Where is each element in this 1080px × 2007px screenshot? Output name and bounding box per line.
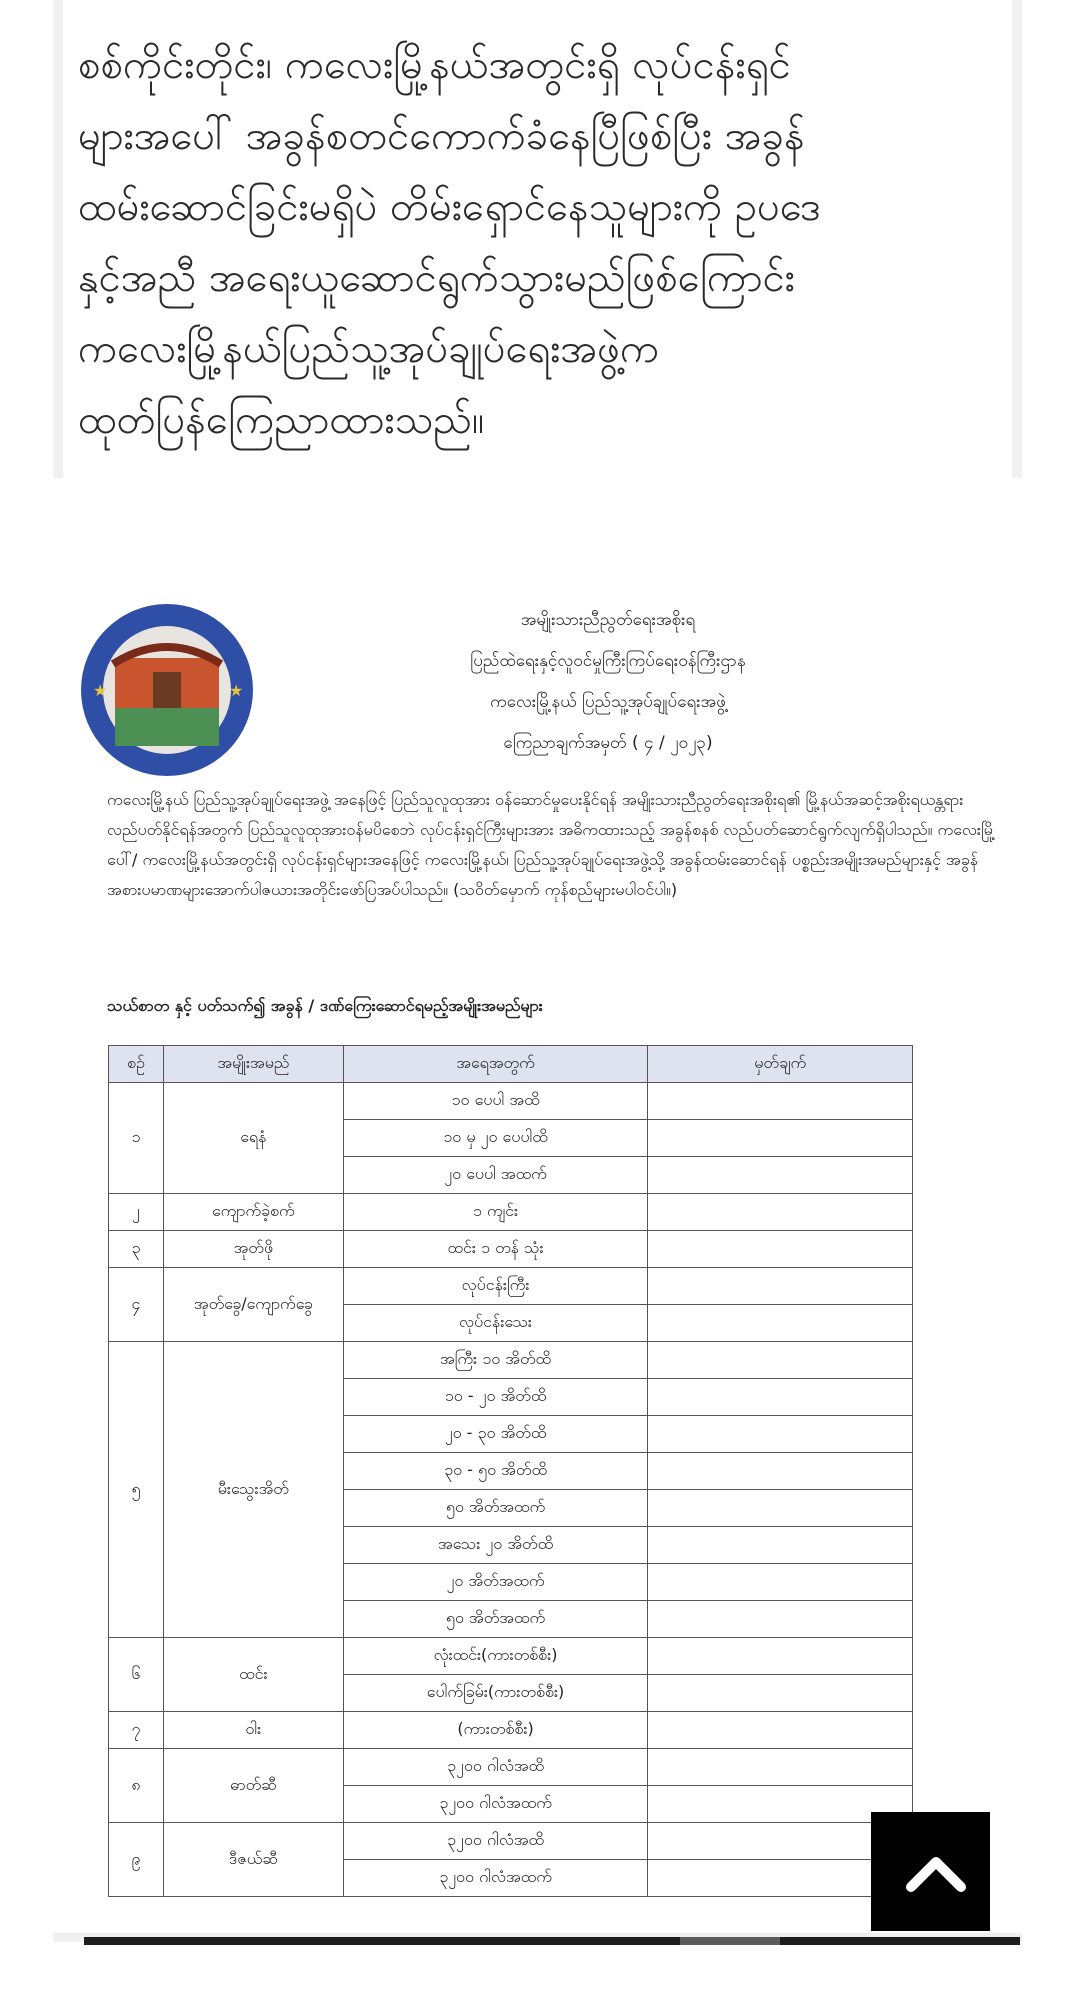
quantity-cell: ၁၀ မှ ၂၀ ပေပါထိ	[343, 1120, 648, 1157]
item-type: ဝါး	[163, 1712, 343, 1749]
table-row	[109, 1712, 913, 1749]
table-row	[109, 1749, 913, 1786]
page-scrollbar-thumb[interactable]	[680, 1937, 780, 1945]
row-number: ၆	[109, 1638, 164, 1712]
remark-cell	[648, 1490, 913, 1527]
quantity-cell: ၅၀ အိတ်အထက်	[343, 1490, 648, 1527]
remark-cell	[648, 1379, 913, 1416]
remark-cell	[648, 1305, 913, 1342]
item-type: ဓာတ်ဆီ	[163, 1749, 343, 1823]
quantity-cell: ၃၂၀၀ ဂါလံအထိ	[343, 1749, 648, 1786]
remark-cell	[648, 1342, 913, 1379]
remark-cell	[648, 1120, 913, 1157]
quantity-cell: ပေါက်ခြမ်း(ကားတစ်စီး)	[343, 1675, 648, 1712]
quantity-cell: ၃၂၀၀ ဂါလံအထိ	[343, 1823, 648, 1860]
quantity-cell: လုပ်ငန်းကြီး	[343, 1268, 648, 1305]
quantity-cell: ၁၀ - ၂၀ အိတ်ထိ	[343, 1379, 648, 1416]
remark-cell	[648, 1564, 913, 1601]
quantity-cell: ၂၀ - ၃၀ အိတ်ထိ	[343, 1416, 648, 1453]
remark-cell	[648, 1527, 913, 1564]
column-header: အမျိုးအမည်	[163, 1046, 343, 1083]
remark-cell	[648, 1268, 913, 1305]
remark-cell	[648, 1675, 913, 1712]
chevron-up-icon	[877, 1813, 996, 1932]
quantity-cell: ၅၀ အိတ်အထက်	[343, 1601, 648, 1638]
page-scrollbar[interactable]	[84, 1937, 1020, 1945]
article-line: ကလေးမြို့နယ်ပြည်သူ့အုပ်ချုပ်ရေးအဖွဲ့က	[78, 326, 660, 372]
remark-cell	[648, 1416, 913, 1453]
quantity-cell: ၁ ကျင်း	[343, 1194, 648, 1231]
remark-cell	[648, 1083, 913, 1120]
table-row	[109, 1823, 913, 1860]
row-number: ၇	[109, 1712, 164, 1749]
article-line: များအပေါ် အခွန်စတင်ကောက်ခံနေပြီဖြစ်ပြီး အခွန်	[78, 113, 805, 159]
item-type: ကျောက်ခဲ့စက်	[163, 1194, 343, 1231]
quantity-cell: ၃၀ - ၅၀ အိတ်ထိ	[343, 1453, 648, 1490]
remark-cell	[648, 1638, 913, 1675]
remark-cell	[648, 1453, 913, 1490]
row-number: ၁	[109, 1083, 164, 1194]
table-row	[109, 1268, 913, 1305]
item-type: မီးသွေးအိတ်	[163, 1342, 343, 1638]
quantity-cell: ၁၀ ပေပါ အထိ	[343, 1083, 648, 1120]
item-type: အုတ်ဖို	[163, 1231, 343, 1268]
quantity-cell: လုံးထင်း(ကားတစ်စီး)	[343, 1638, 648, 1675]
article-text	[78, 30, 948, 456]
article-line: ထုတ်ပြန်ကြေညာထားသည်။	[78, 397, 485, 443]
remark-cell	[648, 1157, 913, 1194]
table-row	[109, 1194, 913, 1231]
remark-cell	[648, 1712, 913, 1749]
column-header: စဉ်	[109, 1046, 164, 1083]
article-line: နှင့်အညီ အရေးယူဆောင်ရွက်သွားမည်ဖြစ်ကြောင်း	[78, 255, 795, 301]
quantity-cell: ၂၀ ပေပါ အထက်	[343, 1157, 648, 1194]
column-header: အရေအတွက်	[343, 1046, 648, 1083]
article-line: စစ်ကိုင်းတိုင်း၊ ကလေးမြို့နယ်အတွင်းရှိ လုပ်ငန်းရှင်	[78, 42, 791, 88]
tax-table	[108, 1045, 913, 1897]
article-line: ထမ်းဆောင်ခြင်းမရှိပဲ တိမ်းရှောင်နေသူများကို ဥပဒေ	[78, 184, 821, 230]
quantity-cell: ထင်း ၁ တန် သုံး	[343, 1231, 648, 1268]
remark-cell	[648, 1601, 913, 1638]
header-line: အမျိုးသားညီညွတ်ရေးအစိုးရ	[520, 610, 696, 630]
quantity-cell: လုပ်ငန်းသေး	[343, 1305, 648, 1342]
remark-cell	[648, 1194, 913, 1231]
row-number: ၄	[109, 1268, 164, 1342]
header-line: ပြည်ထဲရေးနှင့်လူဝင်မှုကြီးကြပ်ရေးဝန်ကြီးဌာန	[470, 651, 746, 671]
column-header: မှတ်ချက်	[648, 1046, 913, 1083]
svg-text:★: ★	[93, 681, 108, 700]
header-line: ကြေညာချက်အမှတ် ( ၄ / ၂၀၂၃)	[503, 733, 713, 753]
quantity-cell: ၃၂၀၀ ဂါလံအထက်	[343, 1786, 648, 1823]
quantity-cell: အသေး ၂၀ အိတ်ထိ	[343, 1527, 648, 1564]
row-number: ၃	[109, 1231, 164, 1268]
quantity-cell: (ကားတစ်စီး)	[343, 1712, 648, 1749]
table-row	[109, 1231, 913, 1268]
header-line: ကလေးမြို့နယ် ပြည်သူ့အုပ်ချုပ်ရေးအဖွဲ့	[490, 692, 726, 712]
quantity-cell: ၂၀ အိတ်အထက်	[343, 1564, 648, 1601]
item-type: ဒီဇယ်ဆီ	[163, 1823, 343, 1897]
administration-logo	[73, 600, 261, 780]
remark-cell	[648, 1749, 913, 1786]
document-image	[53, 540, 1022, 1935]
row-number: ၂	[109, 1194, 164, 1231]
row-number: ၈	[109, 1749, 164, 1823]
row-number: ၅	[109, 1342, 164, 1638]
quantity-cell: ၃၂၀၀ ဂါလံအထက်	[343, 1860, 648, 1897]
row-number: ၉	[109, 1823, 164, 1897]
quantity-cell: အကြီး ၁၀ အိတ်ထိ	[343, 1342, 648, 1379]
scroll-to-top-button[interactable]	[871, 1812, 990, 1931]
table-row	[109, 1342, 913, 1379]
item-type: ထင်း	[163, 1638, 343, 1712]
table-row	[109, 1083, 913, 1120]
notice-paragraph: ကလေးမြို့နယ် ပြည်သူ့အုပ်ချုပ်ရေးအဖွဲ့ အနေဖြင့် ပြည်သူလူထုအား ဝန်ဆောင်မှုပေးနိုင်ရန် အမျိုးသားညီညွတ်ရေးအစိုးရ၏ မြို့နယ်အဆင့်အစိုးရယန္တရားလည်ပတ်နိုင်ရန်အတွက် ပြည်သူလူထုအားဝန်မပိစေဘဲ လုပ်ငန်းရှင်ကြီးများအား အဓိကထားသည့် အခွန်စနစ် လည်ပတ်ဆောင်ရွက်လျက်ရှိပါသည်။ ကလေးမြို့ပေါ်/ ကလေးမြို့နယ်အတွင်းရှိ လုပ်ငန်းရှင်များအနေဖြင့် ကလေးမြို့နယ်၊ ပြည်သူ့အုပ်ချုပ်ရေးအဖွဲ့သို့ အခွန်ထမ်းဆောင်ရန် ပစ္စည်းအမျိုးအမည်များနှင့် အခွန်အစားပမာဏများအောက်ပါဇယားအတိုင်းဖော်ပြအပ်ပါသည်။ (သဝိတ်မှောက် ကုန်စည်များမပါဝင်ပါ။)	[107, 790, 996, 899]
table-row	[109, 1638, 913, 1675]
document-header	[313, 600, 903, 764]
remark-cell	[648, 1231, 913, 1268]
table-title: သယ်စာတ နှင့် ပတ်သက်၍ အခွန် / ဒဏ်ကြေးဆောင်ရမည့်အမျိုးအမည်များ	[107, 996, 543, 1015]
svg-text:★: ★	[229, 681, 244, 700]
item-type: အုတ်ခွေ/ကျောက်ခွေ	[163, 1268, 343, 1342]
item-type: ရေနံ	[163, 1083, 343, 1194]
